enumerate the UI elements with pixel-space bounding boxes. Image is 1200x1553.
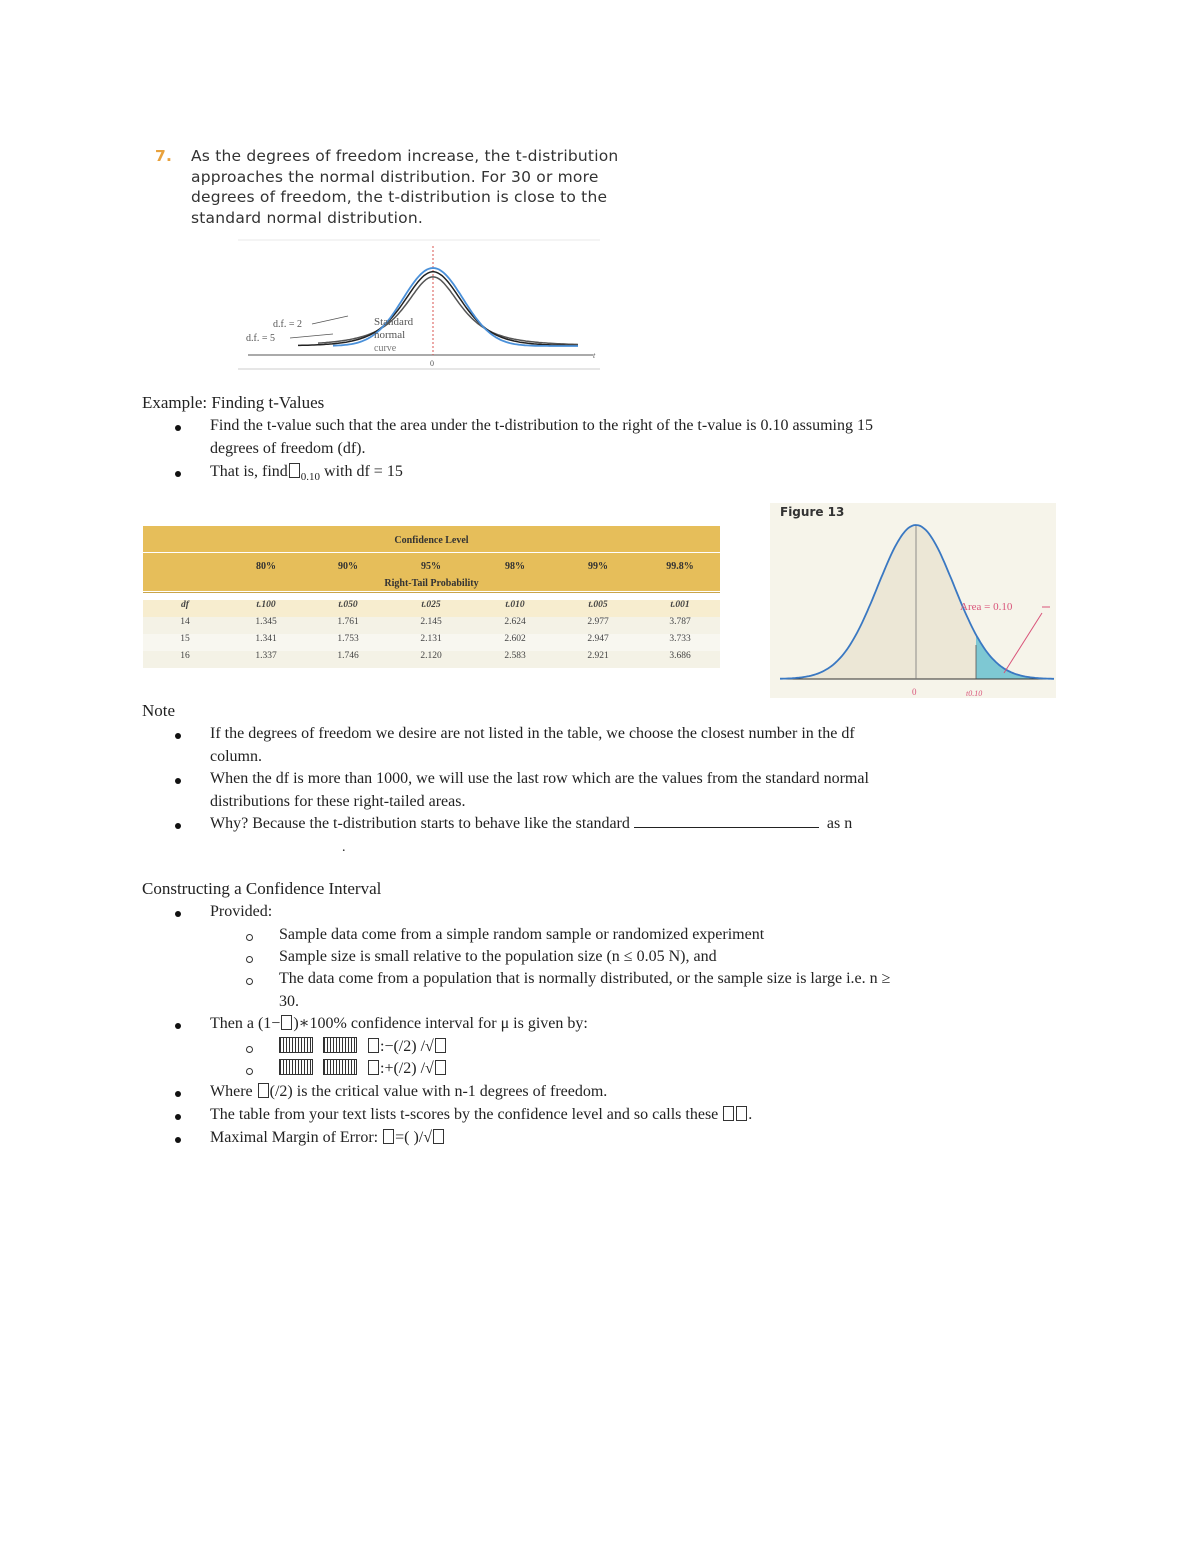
ci-sub-2: Sample size is small relative to the population size (n ≤ 0.05 N), and: [279, 948, 717, 965]
figure-13-t-label: t0.10: [966, 689, 983, 698]
bullet-dot: [175, 823, 181, 829]
table-cell-df: 16: [180, 651, 190, 661]
table-cell: 1.337: [255, 651, 277, 661]
missing-glyph: [281, 1015, 292, 1030]
figure-13-tail-shade: [976, 635, 1054, 679]
example-bullet-2: [210, 461, 403, 489]
ci-formula-upper: [279, 1058, 447, 1081]
missing-glyph: [435, 1060, 446, 1075]
missing-glyph: [289, 463, 300, 478]
bullet-dot: [175, 425, 181, 431]
item-7-line: standard normal distribution.: [191, 208, 423, 227]
missing-glyph: [368, 1038, 379, 1053]
bullet-dot: [175, 1023, 181, 1029]
sub-bullet-circle: [246, 934, 253, 941]
label-normal: normal: [374, 329, 406, 341]
table-row: [143, 651, 720, 668]
missing-glyph: [383, 1129, 394, 1144]
bullet-dot: [175, 733, 181, 739]
fill-in-blank[interactable]: [634, 813, 819, 828]
example-bullet-2-prefix: That is, find: [210, 463, 288, 480]
example-bullet-2-suffix: with df = 15: [320, 463, 403, 480]
level-99-8: 99.8%: [666, 561, 694, 572]
right-tail-label: Right-Tail Probability: [384, 578, 479, 589]
figure-13-title: Figure 13: [780, 505, 845, 519]
example-heading: Example: Finding t-Values: [142, 393, 325, 412]
df5-leader: [290, 334, 333, 338]
note-bullet-2-line: distributions for these right-tailed areas.: [210, 792, 466, 810]
label-t: t: [593, 351, 596, 360]
ci-where-suffix: (/2) is the critical value with n-1 degrees of freedom.: [269, 1083, 608, 1100]
garbled-symbol: [279, 1059, 313, 1075]
bullet-dot: [175, 1091, 181, 1097]
ci-sub-3-line: The data come from a population that is normally distributed, or the sample size is large i.e. n ≥: [279, 970, 891, 987]
label-standard: Standard: [374, 316, 414, 328]
formula-text: :+(/2) /√: [380, 1060, 434, 1077]
ci-mme: [210, 1127, 445, 1150]
level-95: 95%: [421, 561, 441, 572]
sub-bullet-circle: [246, 956, 253, 963]
ci-table-text-body: The table from your text lists t-scores by the confidence level and so calls these: [210, 1106, 719, 1123]
area-pointer: [1004, 613, 1042, 673]
curve-df2: [318, 277, 578, 345]
missing-glyph: [435, 1038, 446, 1053]
garbled-symbol: [279, 1037, 313, 1053]
table-cell: 3.787: [669, 617, 691, 627]
bullet-dot: [175, 1137, 181, 1143]
bullet-dot: [175, 778, 181, 784]
t-subscript: 0.10: [300, 471, 321, 484]
t-header: t.001: [670, 600, 690, 610]
label-df5: d.f. = 5: [246, 333, 275, 344]
t-header: t.025: [421, 600, 441, 610]
ci-then-prefix: Then a (1−: [210, 1015, 281, 1032]
table-cell: 1.341: [255, 634, 277, 644]
level-80: 80%: [256, 561, 276, 572]
table-band-confidence: [143, 526, 720, 552]
ci-provided: Provided:: [210, 903, 273, 920]
missing-glyph: [368, 1060, 379, 1075]
curve-df5: [298, 272, 578, 346]
table-cell: 2.602: [504, 634, 526, 644]
ci-sub-3-line: 30.: [279, 992, 299, 1010]
note-bullet-2: [210, 768, 869, 813]
t-header: t.010: [505, 600, 525, 610]
note-bullet-1-line: If the degrees of freedom we desire are not listed in the table, we choose the closest number in the df: [210, 725, 855, 742]
table-rule: [143, 592, 720, 598]
note-bullet-3-prefix: Why? Because the t-distribution starts to behave like the standard: [210, 815, 630, 832]
figure-13-body-fill: [780, 525, 1054, 679]
df2-leader: [312, 316, 348, 324]
sub-bullet-circle: [246, 1046, 253, 1053]
table-cell: 2.145: [420, 617, 442, 627]
item-7-line: approaches the normal distribution. For 30 or more: [191, 167, 599, 186]
t-header: t.100: [256, 600, 276, 610]
note-heading: Note: [142, 701, 176, 720]
ci-sub-3: [279, 968, 890, 1013]
bullet-dot: [175, 1114, 181, 1120]
ci-where-prefix: Where: [210, 1083, 253, 1100]
table-cell: 2.583: [504, 651, 526, 661]
garbled-symbol: [323, 1059, 357, 1075]
t-table: [143, 526, 720, 668]
example-bullet-1-line: degrees of freedom (df).: [210, 439, 366, 457]
table-cell: 2.921: [587, 651, 609, 661]
t-distribution-figure: [238, 238, 603, 373]
table-cell: 1.753: [337, 634, 359, 644]
table-cell: 2.947: [587, 634, 609, 644]
note-bullet-3: [210, 813, 852, 836]
formula-text: :−(/2) /√: [380, 1038, 434, 1055]
table-cell: 1.746: [337, 651, 359, 661]
example-bullet-1-line: Find the t-value such that the area under the t-distribution to the right of the t-value is 0.10 assuming 15: [210, 417, 873, 434]
table-row: [143, 617, 720, 634]
df-header: df: [181, 600, 189, 610]
item-7-line: As the degrees of freedom increase, the t-distribution: [191, 147, 619, 165]
sub-bullet-circle: [246, 1068, 253, 1075]
table-cell-df: 14: [180, 617, 190, 627]
table-cell: 2.624: [504, 617, 526, 627]
missing-glyph: [736, 1106, 747, 1121]
label-curve: curve: [374, 343, 397, 354]
stray-mark: .: [342, 840, 346, 855]
ci-table-text: The table from your text lists t-scores by the confidence level and so calls these .: [210, 1106, 753, 1123]
sub-bullet-circle: [246, 978, 253, 985]
ci-where: [210, 1081, 607, 1104]
table-cell: 2.131: [420, 634, 442, 644]
t-header: t.005: [588, 600, 608, 610]
confidence-level-label: Confidence Level: [394, 535, 469, 546]
item-number: 7.: [155, 147, 173, 165]
table-cell: 3.733: [669, 634, 691, 644]
figure-13: [770, 503, 1056, 698]
level-90: 90%: [338, 561, 358, 572]
table-cell: 2.977: [587, 617, 609, 627]
note-bullet-1: [210, 723, 855, 768]
table-cell-df: 15: [180, 634, 190, 644]
bullet-dot: [175, 911, 181, 917]
t-header: t.050: [338, 600, 358, 610]
note-bullet-2-line: When the df is more than 1000, we will use the last row which are the values from the standard normal: [210, 770, 869, 787]
ci-then: [210, 1013, 588, 1036]
table-cell: 2.120: [420, 651, 442, 661]
missing-glyph: [433, 1129, 444, 1144]
note-bullet-3-suffix: as n: [826, 815, 853, 832]
example-bullet-1: [210, 415, 873, 460]
ci-heading: Constructing a Confidence Interval: [142, 879, 382, 898]
figure-13-graphic: [770, 503, 1056, 698]
table-cell: 1.345: [255, 617, 277, 627]
bullet-dot: [175, 471, 181, 477]
ci-formula-lower: [279, 1036, 447, 1059]
table-cell: 1.761: [337, 617, 359, 627]
level-99: 99%: [588, 561, 608, 572]
figure-13-zero: 0: [912, 687, 917, 697]
area-label: Area = 0.10: [960, 601, 1013, 613]
table-row: [143, 634, 720, 651]
level-98: 98%: [505, 561, 525, 572]
item-7-line: degrees of freedom, the t-distribution is close to the: [191, 188, 608, 206]
item-7-text: [191, 146, 755, 228]
item-7-block: [155, 146, 755, 228]
ci-then-suffix: )∗100% confidence interval for μ is given by:: [293, 1015, 588, 1032]
ci-sub-1: Sample data come from a simple random sample or randomized experiment: [279, 926, 765, 943]
table-band-levels: [143, 553, 720, 591]
label-zero: 0: [430, 359, 434, 368]
note-bullet-1-line: column.: [210, 747, 262, 765]
garbled-symbol: [323, 1037, 357, 1053]
table-cell: 3.686: [669, 651, 691, 661]
label-df2: d.f. = 2: [273, 319, 302, 330]
ci-mme-formula: =( )/√: [395, 1129, 433, 1146]
missing-glyph: [258, 1083, 269, 1098]
missing-glyph: [723, 1106, 734, 1121]
table-header-row: [143, 600, 720, 617]
ci-mme-prefix: Maximal Margin of Error:: [210, 1129, 379, 1146]
